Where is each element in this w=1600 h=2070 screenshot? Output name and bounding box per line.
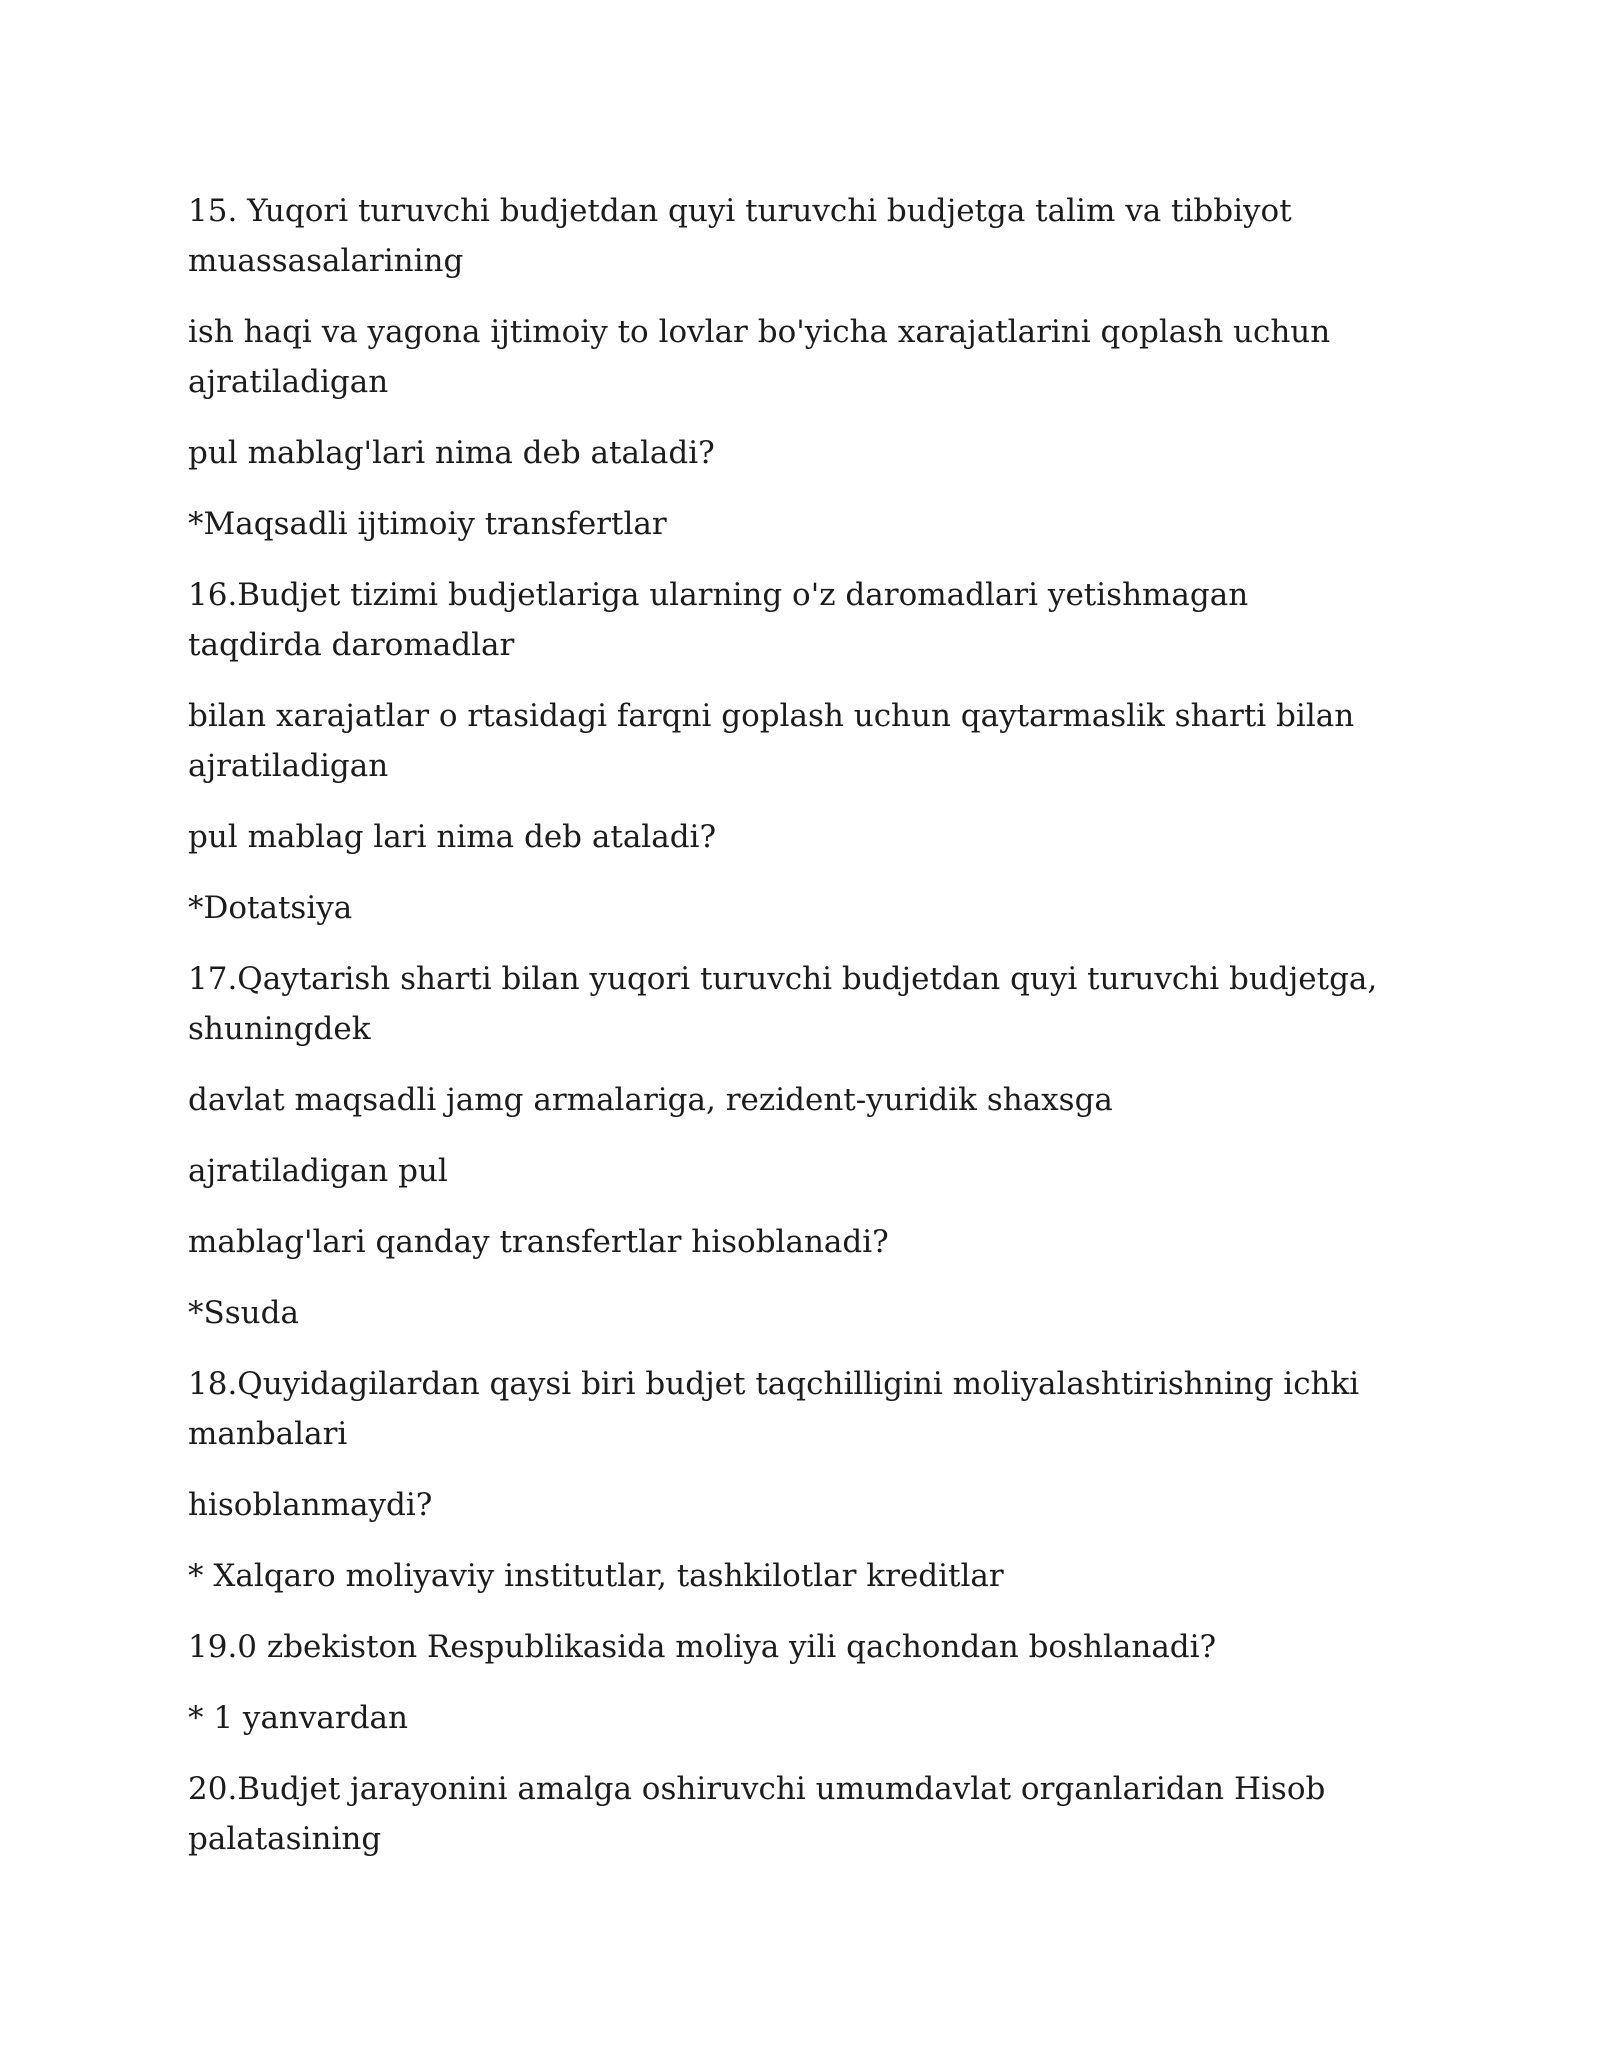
question-17-text-line-4: mablag'lari qanday transfertlar hisoblanadi? [188, 1224, 889, 1260]
question-20-text: 20.Budjet jarayonini amalga oshiruvchi umumdavlat organlaridan Hisob palatasining [188, 1771, 1326, 1857]
question-18-answer: * Xalqaro moliyaviy institutlar, tashkilotlar kreditlar [188, 1558, 1004, 1594]
question-16-text-line-2: bilan xarajatlar o rtasidagi farqni goplash uchun qaytarmaslik sharti bilan ajratiladigan [188, 698, 1355, 784]
question-19-text: 19.0 zbekiston Respublikasida moliya yili qachondan boshlanadi? [188, 1629, 1217, 1665]
document-body [188, 186, 1378, 1885]
question-17-text-line-1: 17.Qaytarish sharti bilan yuqori turuvchi budjetdan quyi turuvchi budjetga, shuningdek [188, 961, 1378, 1047]
question-15-text-line-1: 15. Yuqori turuvchi budjetdan quyi turuvchi budjetga talim va tibbiyot muassasalarining [188, 193, 1292, 279]
question-15-answer: *Maqsadli ijtimoiy transfertlar [188, 506, 667, 542]
question-18-text-line-2: hisoblanmaydi? [188, 1487, 433, 1523]
question-17-text-line-2: davlat maqsadli jamg armalariga, rezident-yuridik shaxsga [188, 1082, 1113, 1118]
question-15-text-line-3: pul mablag'lari nima deb ataladi? [188, 435, 715, 471]
question-16-answer: *Dotatsiya [188, 890, 353, 926]
question-18-text-line-1: 18.Quyidagilardan qaysi biri budjet taqchilligini moliyalashtirishning ichki manbalari [188, 1366, 1360, 1452]
question-17-text-line-3: ajratiladigan pul [188, 1153, 448, 1189]
question-19-answer: * 1 yanvardan [188, 1700, 408, 1736]
question-17-answer: *Ssuda [188, 1295, 299, 1331]
question-16-text-line-1: 16.Budjet tizimi budjetlariga ularning o'z daromadlari yetishmagan taqdirda daromadlar [188, 577, 1249, 663]
question-16-text-line-3: pul mablag lari nima deb ataladi? [188, 819, 717, 855]
question-15-text-line-2: ish haqi va yagona ijtimoiy to lovlar bo'yicha xarajatlarini qoplash uchun ajratiladigan [188, 314, 1331, 400]
